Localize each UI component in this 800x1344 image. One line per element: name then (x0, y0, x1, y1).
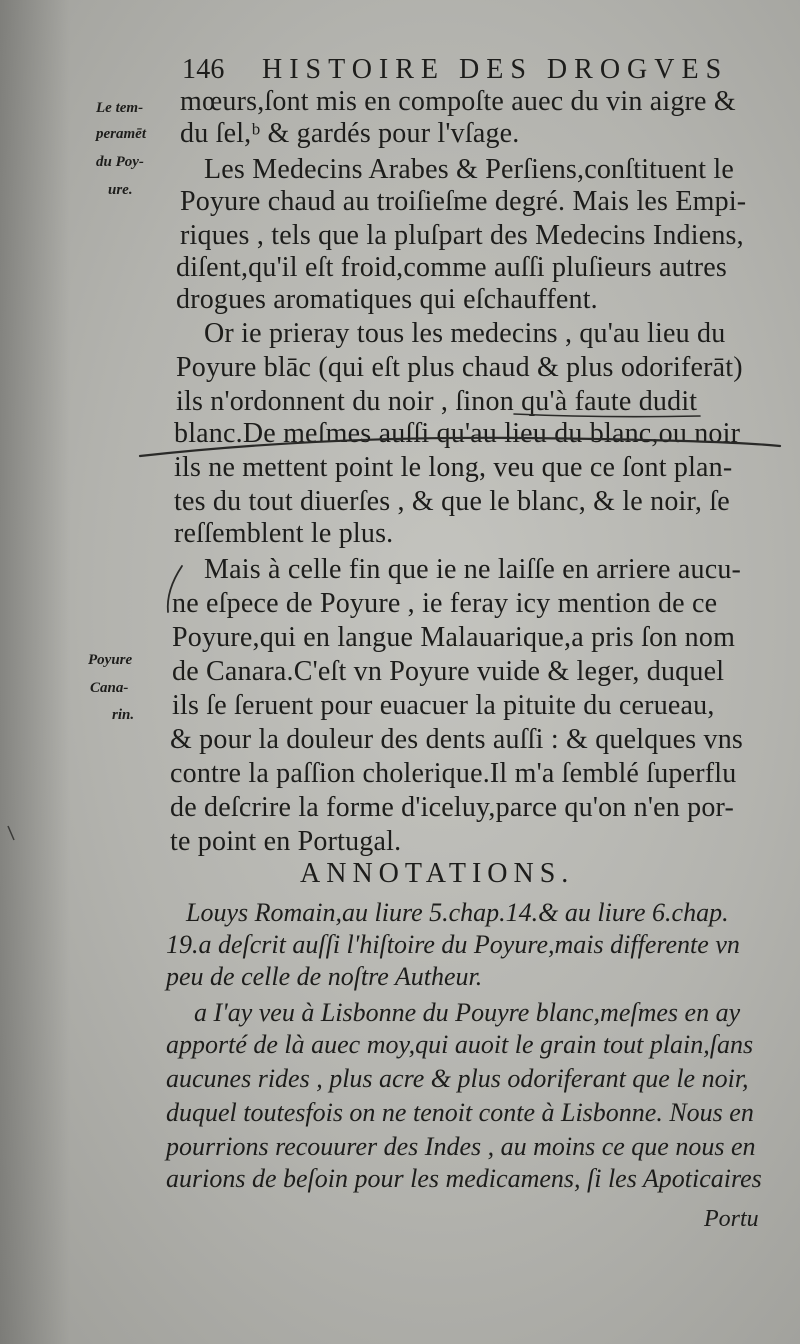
text-line: tes du tout diuerſes , & que le blanc, & le noir, ſe (174, 486, 730, 517)
text-line: ils ne mettent point le long, veu que ce ſont plan- (174, 452, 733, 483)
text-line: du ſel,ᵇ & gardés pour l'vſage. (180, 118, 520, 149)
text-line: contre la paſſion cholerique.Il m'a ſemblé ſuperflu (170, 758, 737, 789)
page-number: 146 (182, 54, 225, 85)
annotation-line: aurions de beſoin pour les medicamens, ſi les Apoticaires (166, 1164, 762, 1193)
text-line: de Canara.C'eſt vn Poyure vuide & leger, duquel (172, 656, 725, 687)
margin-note-line: du Poy- (96, 154, 144, 170)
text-line: Poyure chaud au troiſieſme degré. Mais les Empi- (180, 186, 747, 217)
text-line: Poyure,qui en langue Malauarique,a pris ſon nom (172, 622, 736, 653)
text-line: riques , tels que la pluſpart des Medecins Indiens, (180, 220, 744, 251)
text-line: & pour la douleur des dents auſſi : & quelques vns (170, 724, 744, 755)
annotation-line: 19.a deſcrit auſſi l'hiſtoire du Poyure,mais differente vn (166, 930, 740, 959)
text-line: Or ie prieray tous les medecins , qu'au lieu du (204, 318, 726, 349)
margin-note-line: ure. (108, 182, 133, 198)
text-line: Poyure blāc (qui eſt plus chaud & plus odoriferāt) (176, 352, 743, 383)
text-line: de deſcrire la forme d'iceluy,parce qu'on n'en por- (170, 792, 735, 823)
text-line: ne eſpece de Poyure , ie feray icy mention de ce (172, 588, 718, 619)
text-line: Mais à celle fin que ie ne laiſſe en arriere aucu- (204, 554, 742, 585)
text-line: ils n'ordonnent du noir , ſinon qu'à faute dudit (176, 386, 698, 417)
text-line: reſſemblent le plus. (174, 518, 394, 549)
annotation-line: duquel toutesfois on ne tenoit conte à Lisbonne. Nous en (166, 1098, 754, 1127)
annotation-line: apporté de là auec moy,qui auoit le grain tout plain,ſans (166, 1030, 754, 1059)
running-title: HISTOIRE DES DROGVES (262, 54, 729, 85)
text-line: drogues aromatiques qui eſchauffent. (176, 284, 598, 315)
margin-note-line: Cana- (90, 680, 129, 696)
text-line: ils ſe ſeruent pour euacuer la pituite du cerueau, (172, 690, 715, 721)
annotation-line: peu de celle de noſtre Autheur. (166, 962, 483, 991)
margin-note-line: Poyure (88, 652, 133, 668)
margin-note-line: peramēt (96, 126, 146, 142)
text-line: mœurs,ſont mis en compoſte auec du vin aigre & (180, 86, 736, 117)
annotations-heading: ANNOTATIONS. (300, 858, 575, 889)
annotation-line: pourrions recouurer des Indes , au moins ce que nous en (166, 1132, 756, 1161)
catchword: Portu (704, 1206, 759, 1232)
text-line: blanc.De meſmes auſſi qu'au lieu du blanc,ou noir (174, 418, 741, 449)
annotation-line: aucunes rides , plus acre & plus odoriferant que le noir, (166, 1064, 749, 1093)
gutter-shadow (0, 0, 70, 1344)
annotation-line: a I'ay veu à Lisbonne du Pouyre blanc,meſmes en ay (194, 998, 741, 1027)
margin-note-line: rin. (112, 707, 135, 723)
text-line: Les Medecins Arabes & Perſiens,conſtituent le (204, 154, 734, 185)
annotation-line: Louys Romain,au liure 5.chap.14.& au liure 6.chap. (186, 898, 729, 927)
margin-note-line: Le tem- (96, 100, 144, 116)
text-line: diſent,qu'il eſt froid,comme auſſi pluſieurs autres (176, 252, 728, 283)
text-line: te point en Portugal. (170, 826, 402, 857)
